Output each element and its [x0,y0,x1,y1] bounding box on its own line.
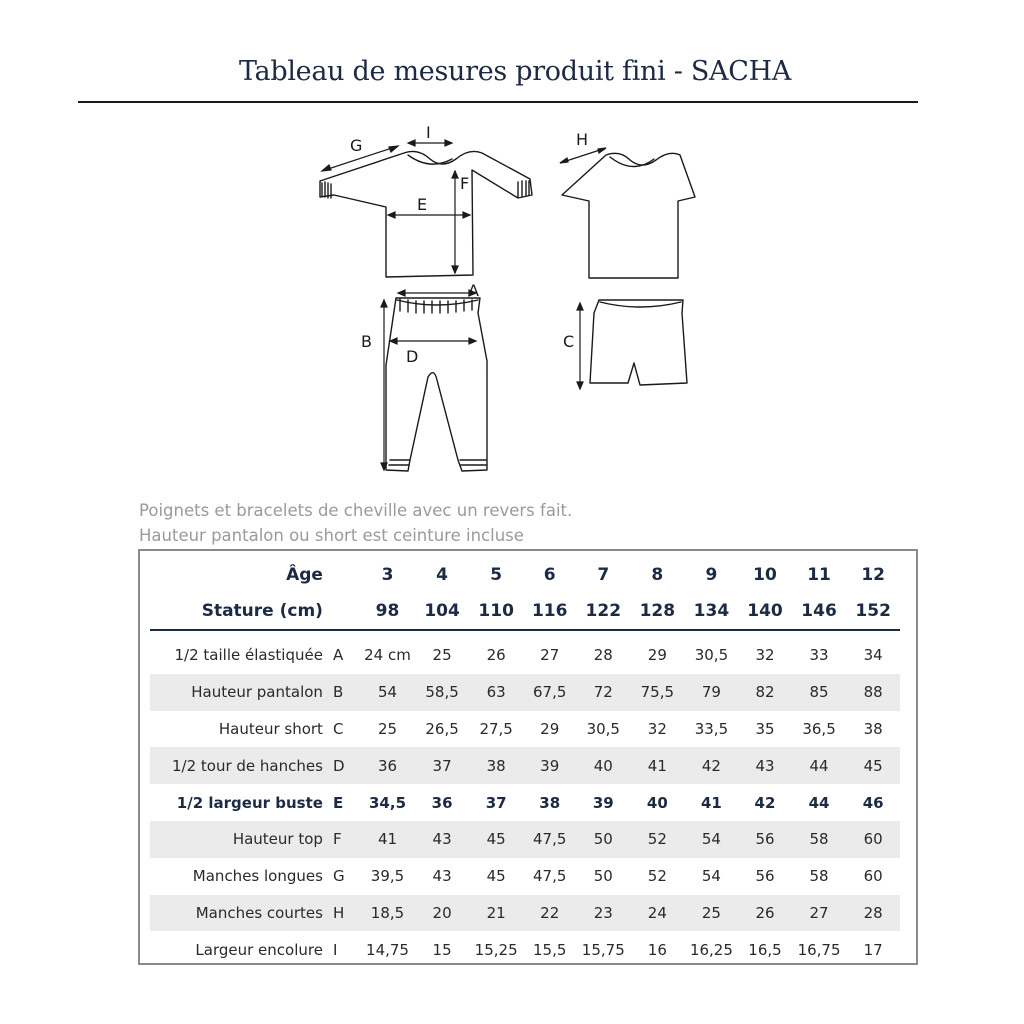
table-cell: 39 [592,793,614,812]
notes [139,498,572,548]
stature-value: 146 [792,593,847,630]
table-cell: 27 [540,646,560,665]
table-cell: 58,5 [415,674,470,711]
stature-value: 134 [685,593,739,630]
row-label: 1/2 largeur buste [176,793,323,812]
table-cell: 44 [808,793,830,812]
table-row [150,711,900,748]
table-cell: 27,5 [479,719,513,738]
table-cell: 39,5 [370,867,405,886]
table-cell: 37 [415,747,470,784]
stature-value: 122 [577,593,631,630]
age-value: 12 [861,565,885,585]
table-cell: 45 [486,867,506,886]
table-row [150,858,900,895]
table-cell: 42 [685,747,739,784]
label-b: B [361,332,372,351]
table-cell: 26 [738,895,792,932]
age-value: 9 [705,565,718,585]
row-code: C [332,719,344,738]
table-cell: 50 [577,821,631,858]
table-cell: 56 [755,867,775,886]
table-cell: 27 [792,895,847,932]
table-cell: 47,5 [533,867,567,886]
table-cell: 25 [432,646,452,665]
row-label: Largeur encolure [195,940,323,959]
table-cell: 26 [486,646,506,665]
table-row [150,674,900,711]
table-cell: 20 [415,895,470,932]
age-value: 4 [436,565,448,585]
age-value: 11 [807,565,831,585]
table-cell: 56 [738,821,792,858]
table-cell: 44 [792,747,847,784]
row-label: Hauteur short [218,719,323,738]
label-g: G [350,136,363,155]
stature-label: Stature (cm) [150,593,333,630]
table-cell: 38 [469,747,523,784]
stature-value: 128 [630,593,685,630]
note-height: Hauteur pantalon ou short est ceinture incluse [139,526,524,545]
label-c: C [563,332,575,351]
stature-value: 104 [415,593,470,630]
row-label: 1/2 taille élastiquée [174,646,323,665]
table-cell: 38 [539,793,561,812]
table-cell: 16,75 [797,940,841,959]
table-cell: 41 [630,747,685,784]
long-sleeve-top [320,151,532,277]
row-label: Hauteur pantalon [150,674,333,711]
label-e: E [417,195,428,214]
table-cell: 16,5 [748,940,782,959]
label-i: I [426,123,431,142]
garment-diagram [300,115,720,490]
table-cell: 15,25 [474,940,518,959]
table-cell: 42 [754,793,776,812]
age-value: 8 [651,565,664,585]
table-cell: 30,5 [586,719,620,738]
table-cell: 54 [685,821,739,858]
label-f: F [460,174,470,193]
table-cell: 50 [593,867,613,886]
label-d: D [406,347,419,366]
table-cell: 88 [846,674,900,711]
stature-value: 140 [738,593,792,630]
table-row [150,784,900,821]
table-cell: 58 [809,867,829,886]
note-cuffs: Poignets et bracelets de cheville avec un revers fait. [139,501,573,520]
age-value: 5 [490,565,503,585]
row-code: A [332,646,344,665]
table-cell: 23 [577,895,631,932]
table-cell: 30,5 [694,646,729,665]
table-cell: 60 [846,821,900,858]
table-cell: 34 [863,646,883,665]
stature-value: 152 [846,593,900,630]
table-cell: 14,75 [366,940,409,959]
table-cell: 21 [469,895,523,932]
table-cell: 52 [647,867,667,886]
title-divider [78,101,918,103]
table-cell: 41 [360,821,415,858]
table-cell: 36 [360,747,415,784]
table-cell: 75,5 [630,674,685,711]
table-row [150,821,900,858]
table-cell: 15 [432,940,452,959]
table-cell: 25 [685,895,739,932]
table-cell: 54 [360,674,415,711]
table-cell: 34,5 [369,793,407,812]
table-row [150,637,900,674]
stature-value: 116 [523,593,577,630]
table-cell: 25 [377,719,398,738]
table-cell: 82 [738,674,792,711]
table-cell: 47,5 [523,821,577,858]
table-cell: 29 [647,646,667,665]
table-cell: 43 [415,821,470,858]
short-sleeve-top [562,153,695,278]
stature-value: 110 [469,593,523,630]
table-cell: 60 [863,867,883,886]
row-code: H [333,895,360,932]
table-row [150,747,900,784]
table-cell: 39 [523,747,577,784]
table-cell: 63 [469,674,523,711]
page-title: Tableau de mesures produit fini - SACHA [238,56,792,87]
table-cell: 85 [792,674,847,711]
row-code: F [333,821,360,858]
table-cell: 45 [846,747,900,784]
table-cell: 45 [469,821,523,858]
age-value: 3 [381,565,394,585]
age-value: 7 [597,565,610,585]
table-cell: 52 [630,821,685,858]
row-code: D [333,747,360,784]
table-cell: 24 cm [364,646,411,665]
table-cell: 18,5 [360,895,415,932]
table-cell: 40 [646,793,668,812]
stature-row [150,593,900,630]
row-label: Manches courtes [150,895,333,932]
age-row [150,557,900,593]
table-cell: 72 [577,674,631,711]
table-cell: 33,5 [694,719,729,738]
table-cell: 40 [577,747,631,784]
row-code: G [332,867,345,886]
table-cell: 35 [755,719,775,738]
table-cell: 28 [846,895,900,932]
label-a: A [468,281,479,300]
table-cell: 37 [485,793,507,812]
row-label: 1/2 tour de hanches [150,747,333,784]
stature-value: 98 [360,593,415,630]
age-value: 6 [543,565,556,585]
row-code: B [333,674,360,711]
table-cell: 79 [685,674,739,711]
table-cell: 29 [540,719,560,738]
table-cell: 17 [863,940,883,959]
table-cell: 54 [701,867,721,886]
table-cell: 67,5 [523,674,577,711]
row-code: E [332,793,344,812]
table-cell: 16,25 [689,940,733,959]
table-cell: 32 [647,719,667,738]
table-cell: 15,5 [533,940,567,959]
measurement-table [138,549,918,965]
table-cell: 22 [523,895,577,932]
table-cell: 28 [593,646,613,665]
row-label: Manches longues [192,867,323,886]
table-row [150,931,900,968]
table-cell: 24 [630,895,685,932]
table-cell: 43 [432,867,452,886]
table-cell: 38 [863,719,883,738]
label-h: H [576,130,589,149]
shorts [590,300,687,385]
age-label: Âge [286,565,323,585]
table-cell: 33 [809,646,829,665]
table-cell: 32 [755,646,775,665]
table-cell: 36,5 [802,719,836,738]
table-cell: 15,75 [581,940,625,959]
row-code: I [332,940,338,959]
row-label: Hauteur top [150,821,333,858]
table-cell: 41 [700,793,722,812]
table-cell: 26,5 [425,719,459,738]
age-value: 10 [753,565,777,585]
table-cell: 43 [738,747,792,784]
table-row [150,895,900,932]
table-cell: 58 [792,821,847,858]
table-cell: 16 [647,940,667,959]
trousers [386,298,487,471]
table-cell: 36 [431,793,453,812]
table-cell: 46 [862,793,884,812]
